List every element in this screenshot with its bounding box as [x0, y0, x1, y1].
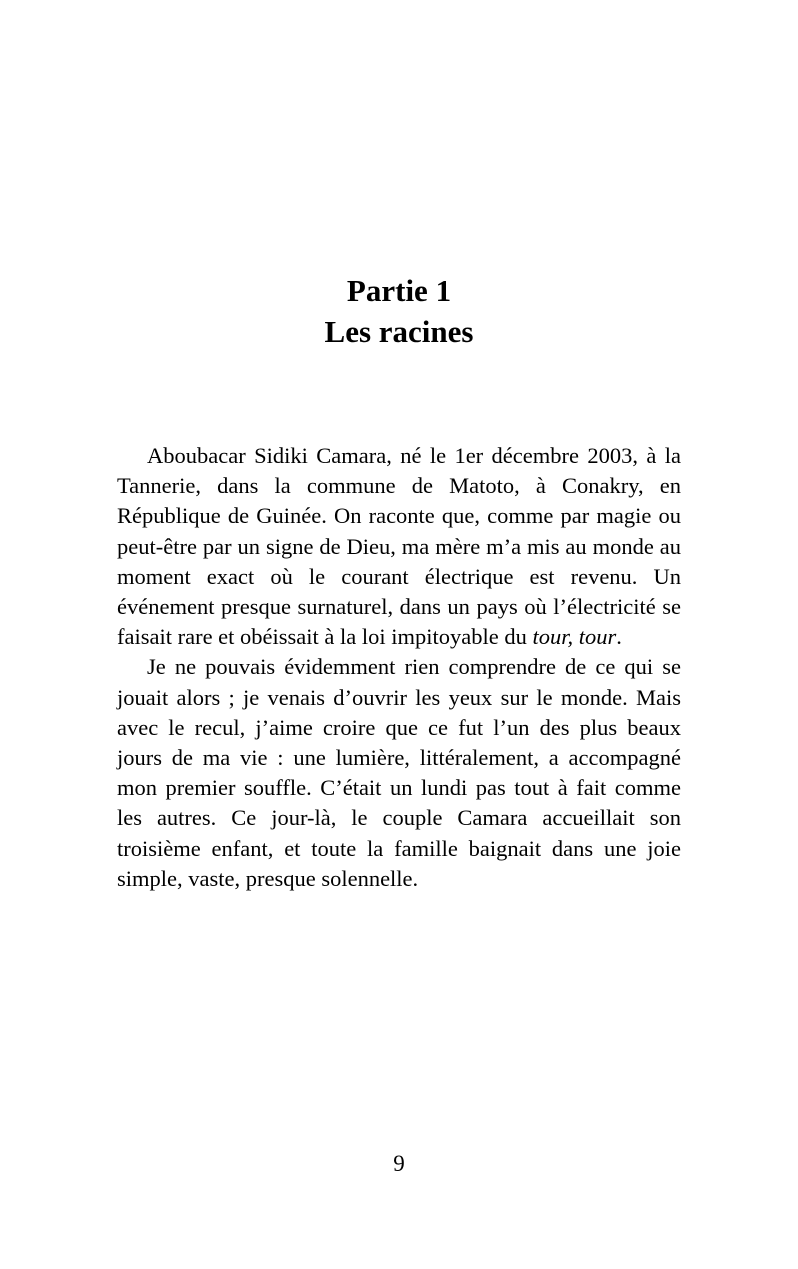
paragraph-2-text: Je ne pouvais évidemment rien comprendre de ce qui se jouait alors ; je venais d’ouvrir les yeux sur le monde. Mais avec le recul, j’aime croire que ce fut l’un des plus beaux jours de ma vie : une lumière, littéralement, a accompagné mon premier souffle. C’était un lundi pas tout à fait comme les autres. Ce jour-là, le couple Camara accueillait son troisième enfant, et toute la famille baignait dans une joie simple, vaste, presque solennelle.	[117, 654, 681, 891]
paragraph-1	[117, 441, 681, 652]
chapter-heading	[0, 270, 798, 352]
body-text	[117, 441, 681, 894]
paragraph-1-trailing: .	[616, 624, 622, 650]
page-number: 9	[393, 1151, 405, 1176]
chapter-title: Les racines	[324, 314, 474, 349]
part-label: Partie 1	[346, 273, 452, 308]
paragraph-1-text: Aboubacar Sidiki Camara, né le 1er décembre 2003, à la Tannerie, dans la commune de Matoto, à Conakry, en République de Guinée. On raconte que, comme par magie ou peut-être par un signe de Dieu, ma mère m’a mis au monde au moment exact où le courant électrique est revenu. Un événement presque surnaturel, dans un pays où l’électricité se faisait rare et obéissait à la loi impitoyable du	[117, 443, 681, 650]
paragraph-2	[117, 652, 681, 894]
paragraph-1-italic-text: tour, tour	[532, 624, 617, 650]
